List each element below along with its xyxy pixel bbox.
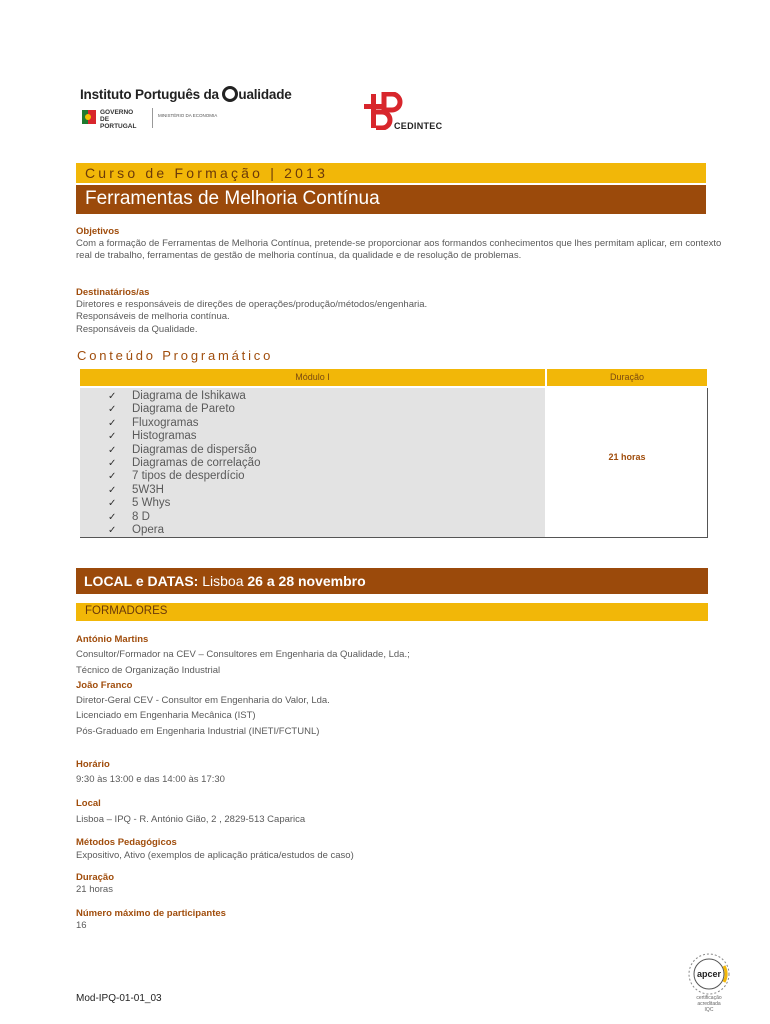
local-label: Local xyxy=(76,798,101,809)
module-column-header: Módulo I xyxy=(295,372,330,382)
check-icon: ✓ xyxy=(108,444,117,456)
list-item: ✓ Diagramas de dispersão xyxy=(108,443,257,456)
duration-cell xyxy=(547,388,707,537)
check-icon: ✓ xyxy=(108,498,117,510)
objetivos-text: Com a formação de Ferramentas de Melhoria Contínua, pretende-se proporcionar aos formandos conhecimentos que lhes permitam aplicar, em contexto real de trabalho, ferramentas de gestão de melhoria contínua, da qualidade e de resolução de problemas. xyxy=(76,238,722,262)
check-icon: ✓ xyxy=(108,417,117,429)
duracao-value: 21 horas xyxy=(76,884,113,895)
duracao-label: Duração xyxy=(76,872,115,883)
local-dates: LOCAL e DATAS: Lisboa 26 a 28 novembro xyxy=(84,573,366,589)
list-item: ✓ Opera xyxy=(108,524,164,537)
duration-value: 21 horas xyxy=(608,452,646,462)
formadores-heading: FORMADORES xyxy=(85,605,168,617)
destinatarios-line: Diretores e responsáveis de direções de operações/produção/métodos/engenharia. xyxy=(76,299,428,310)
list-item: ✓ Diagrama de Pareto xyxy=(108,403,235,416)
check-icon: ✓ xyxy=(108,391,117,402)
local-band xyxy=(76,568,708,594)
check-icon: ✓ xyxy=(108,525,117,537)
conteudo-heading: Conteúdo Programático xyxy=(77,348,274,363)
trainer-line: Licenciado em Engenharia Mecânica (IST) xyxy=(76,710,256,722)
participantes-value: 16 xyxy=(76,920,87,931)
list-item: ✓ 5W3H xyxy=(108,483,164,496)
course-label: Curso de Formação | 2013 xyxy=(85,165,329,181)
module-cell xyxy=(80,388,545,537)
formadores-band xyxy=(76,603,708,621)
apcer-sub2: acreditada xyxy=(697,1001,721,1007)
trainer-line: Diretor-Geral CEV - Consultor em Engenharia do Valor, Lda. xyxy=(76,694,330,706)
check-icon: ✓ xyxy=(108,471,117,483)
participantes-label: Número máximo de participantes xyxy=(76,908,226,919)
trainers-section xyxy=(76,633,726,740)
list-item: ✓ Diagrama de Ishikawa xyxy=(108,390,246,402)
trainer-name: António Martins xyxy=(76,634,149,645)
logo-divider xyxy=(152,108,153,128)
title-band xyxy=(76,185,706,214)
ipq-title: Instituto Português da ualidade xyxy=(80,87,292,102)
duration-column-header: Duração xyxy=(609,372,645,382)
list-item: ✓ 7 tipos de desperdício xyxy=(108,470,245,483)
trainer-line: Consultor/Formador na CEV – Consultores em Engenharia da Qualidade, Lda.; xyxy=(76,649,410,660)
list-item: ✓ Diagramas de correlação xyxy=(108,457,261,470)
check-icon: ✓ xyxy=(108,458,117,470)
objetivos-label: Objetivos xyxy=(76,226,120,237)
course-band xyxy=(76,163,706,183)
metodos-value: Expositivo, Ativo (exemplos de aplicação prática/estudos de caso) xyxy=(76,850,354,861)
destinatarios-label: Destinatários/as xyxy=(76,287,150,298)
list-item: ✓ Fluxogramas xyxy=(108,416,199,429)
list-item: ✓ Histogramas xyxy=(108,430,197,443)
check-icon: ✓ xyxy=(108,511,117,523)
destinatarios-list xyxy=(76,299,726,336)
table-header-duration xyxy=(547,369,707,386)
government-text: GOVERNO DE PORTUGAL xyxy=(100,109,137,130)
check-icon: ✓ xyxy=(108,431,117,443)
cedintec-logo xyxy=(362,92,462,132)
local-value: Lisboa – IPQ - R. António Gião, 2 , 2829-513 Caparica xyxy=(76,814,306,825)
table-bottom-border xyxy=(80,537,708,538)
trainer-line: Técnico de Organização Industrial xyxy=(76,664,221,676)
portuguese-flag-icon xyxy=(82,110,96,124)
horario-label: Horário xyxy=(76,759,110,770)
ipq-logo xyxy=(80,86,290,130)
cedintec-text: CEDINTEC xyxy=(394,121,443,131)
form-code: Mod-IPQ-01-01_03 xyxy=(76,993,162,1004)
destinatarios-line: Responsáveis da Qualidade. xyxy=(76,323,198,335)
horario-value: 9:30 às 13:00 e das 14:00 às 17:30 xyxy=(76,774,225,785)
apcer-sub1: certificação xyxy=(696,995,722,1001)
apcer-sub3: IQC xyxy=(704,1007,714,1012)
metodos-label: Métodos Pedagógicos xyxy=(76,837,177,848)
apcer-seal-icon xyxy=(680,952,738,1012)
module-topic-list xyxy=(108,390,260,537)
table-header-module xyxy=(80,369,545,386)
trainer-line: Pós-Graduado em Engenharia Industrial (INETI/FCTUNL) xyxy=(76,726,320,738)
destinatarios-line: Responsáveis de melhoria contínua. xyxy=(76,311,230,323)
table-right-border xyxy=(707,388,708,538)
list-item: ✓ 5 Whys xyxy=(108,497,171,510)
apcer-brand: apcer xyxy=(696,969,722,979)
ministry-text: MINISTÉRIO DA ECONOMIA xyxy=(158,113,218,118)
check-icon: ✓ xyxy=(108,404,117,416)
ipq-q-mark xyxy=(222,86,238,102)
trainer-name: João Franco xyxy=(76,679,133,691)
check-icon: ✓ xyxy=(108,484,117,496)
course-title: Ferramentas de Melhoria Contínua xyxy=(85,188,380,209)
list-item: ✓ 8 D xyxy=(108,510,150,523)
